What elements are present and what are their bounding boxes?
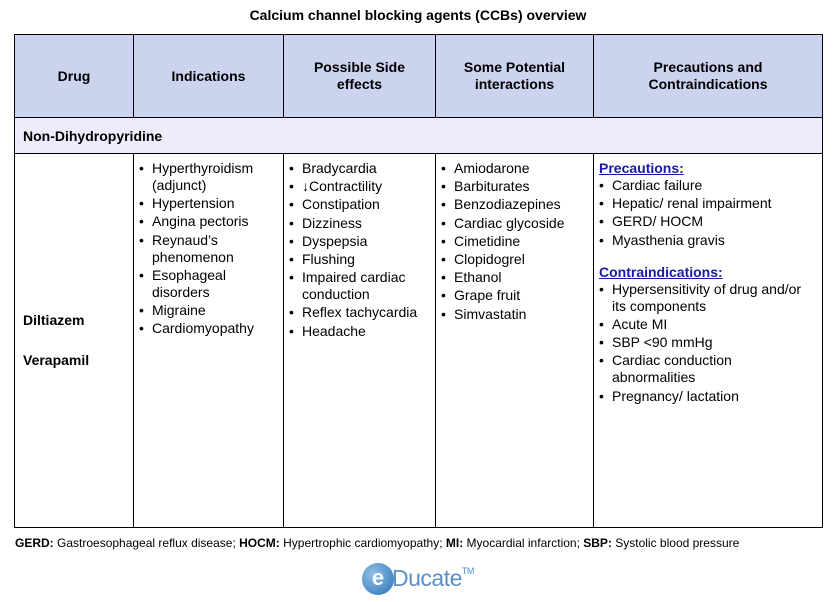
list-item: • Constipation	[289, 196, 431, 213]
list-item: • Bradycardia	[289, 160, 431, 177]
header-indications: Indications	[134, 35, 284, 118]
list-item: • Hepatic/ renal impairment	[599, 195, 818, 212]
header-precautions	[594, 35, 823, 118]
colon: :	[679, 160, 684, 176]
drug-row	[15, 154, 823, 528]
list-item: • Cimetidine	[441, 233, 589, 250]
footnote-abbr: GERD:	[15, 536, 54, 550]
drug-name: Diltiazem	[23, 312, 85, 328]
list-item: • GERD/ HOCM	[599, 213, 818, 230]
contraindications-label: Contraindications	[599, 263, 719, 280]
header-precautions-line2: Contraindications	[648, 76, 768, 92]
footnote-abbr: MI:	[445, 536, 464, 550]
list-item: • Impaired cardiac conduction	[289, 269, 431, 303]
list-item: • Dizziness	[289, 215, 431, 232]
list-item: • Cardiac failure	[599, 177, 818, 194]
list-item: • Simvastatin	[441, 306, 589, 323]
list-item: • Hypertension	[139, 195, 279, 212]
interactions-cell	[436, 154, 594, 528]
indications-cell	[134, 154, 284, 528]
list-item: • Ethanol	[441, 269, 589, 286]
list-item: • Esophageal disorders	[139, 267, 279, 301]
drug-cell	[15, 154, 134, 528]
list-item: • Cardiac glycoside	[441, 215, 589, 232]
footnote-abbr: HOCM:	[239, 536, 280, 550]
drug-name: Verapamil	[23, 352, 90, 368]
header-row	[15, 35, 823, 118]
logo-text	[392, 565, 474, 592]
list-item: • Myasthenia gravis	[599, 232, 818, 249]
footnote-text: Systolic blood pressure	[611, 536, 740, 550]
side-effects-list	[284, 154, 435, 340]
list-item: • Flushing	[289, 251, 431, 268]
precautions-heading	[594, 160, 822, 177]
list-item: • Cardiomyopathy	[139, 320, 279, 337]
header-interactions	[436, 35, 594, 118]
list-item: • Dyspepsia	[289, 233, 431, 250]
colon: :	[718, 263, 723, 280]
indications-list	[134, 154, 283, 337]
logo-tm: TM	[461, 566, 474, 577]
list-item: • Benzodiazepines	[441, 196, 589, 213]
ccb-table	[14, 34, 823, 528]
contraindications-list	[594, 281, 822, 405]
precautions-cell	[594, 154, 823, 528]
page-title: Calcium channel blocking agents (CCBs) overview	[249, 7, 587, 23]
list-item: • Barbiturates	[441, 178, 589, 195]
list-item: • Cardiac conduction abnormalities	[599, 352, 818, 386]
footnote-text: Hypertrophic cardiomyopathy;	[279, 536, 446, 550]
side-effects-cell	[284, 154, 436, 528]
footnote	[15, 536, 739, 550]
list-item: • Acute MI	[599, 316, 818, 333]
header-side-effects	[284, 35, 436, 118]
header-interactions-line2: interactions	[474, 76, 555, 92]
list-item: • SBP <90 mmHg	[599, 334, 818, 351]
list-item: • Reynaud’s phenomenon	[139, 232, 279, 266]
list-item: • Angina pectoris	[139, 213, 279, 230]
header-precautions-line1: Precautions and	[653, 59, 763, 75]
class-row	[15, 118, 823, 154]
list-item: • Pregnancy/ lactation	[599, 388, 818, 405]
header-drug: Drug	[15, 35, 134, 118]
footnote-text: Myocardial infarction;	[463, 536, 584, 550]
educate-logo	[362, 563, 492, 597]
list-item: • Headache	[289, 323, 431, 340]
logo-word: Ducate	[392, 565, 462, 591]
logo-letter: e	[362, 563, 394, 595]
precautions-label: Precautions	[599, 160, 680, 176]
precautions-list	[594, 177, 822, 249]
list-item: • Hypersensitivity of drug and/or its components	[599, 281, 818, 315]
list-item: • Amiodarone	[441, 160, 589, 177]
contraindications-heading	[594, 264, 822, 281]
list-item: • ↓Contractility	[289, 178, 431, 195]
footnote-text: Gastroesophageal reflux disease;	[53, 536, 240, 550]
list-item: • Reflex tachycardia	[289, 304, 431, 321]
list-item: • Migraine	[139, 302, 279, 319]
list-item: • Clopidogrel	[441, 251, 589, 268]
class-label: Non-Dihydropyridine	[15, 118, 823, 154]
interactions-list	[436, 154, 593, 323]
list-item: • Grape fruit	[441, 287, 589, 304]
list-item: • Hyperthyroidism (adjunct)	[139, 160, 279, 194]
footnote-abbr: SBP:	[583, 536, 612, 550]
header-interactions-line1: Some Potential	[463, 59, 566, 75]
header-side-effects-line2: effects	[336, 76, 383, 92]
header-side-effects-line1: Possible Side	[313, 59, 406, 75]
